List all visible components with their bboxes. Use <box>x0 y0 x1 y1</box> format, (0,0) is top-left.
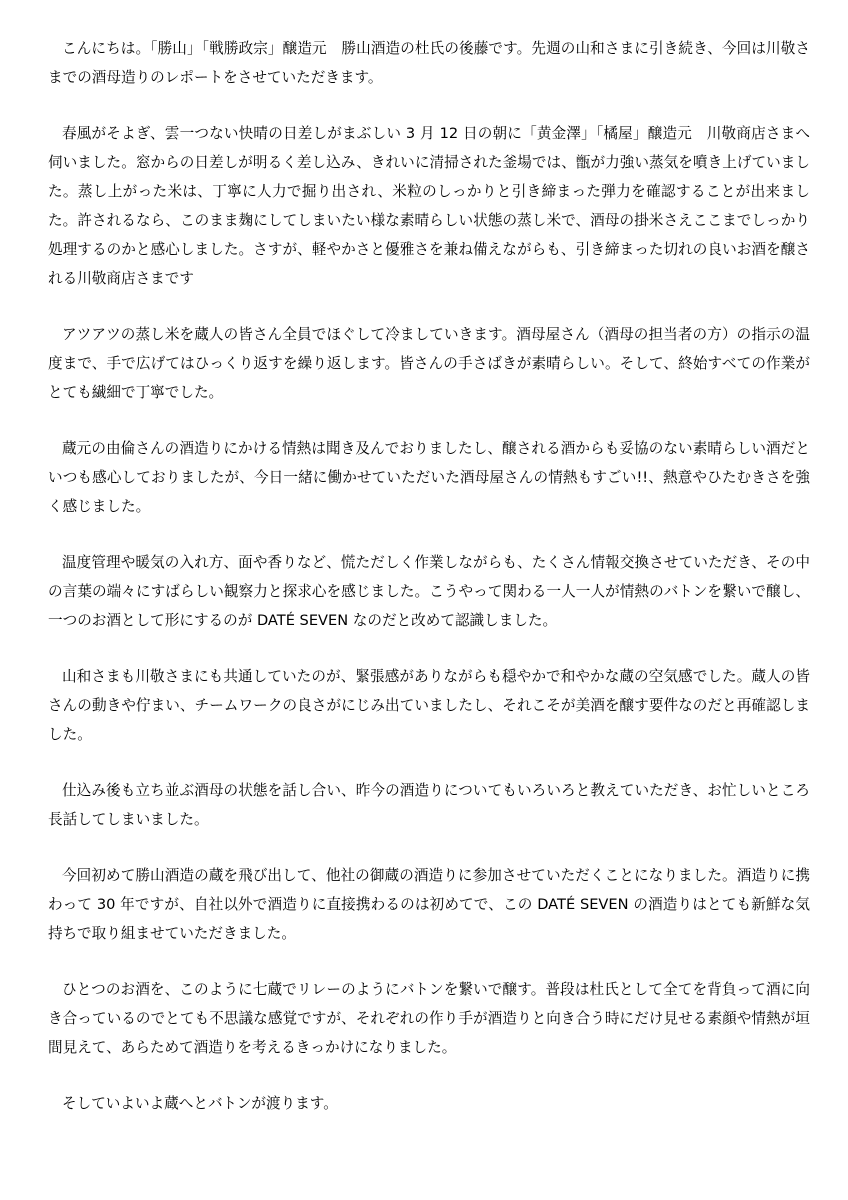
paragraph-greeting: こんにちは。「勝山」「戦勝政宗」醸造元 勝山酒造の杜氏の後藤です。先週の山和さまに引き続き、今回は川敬さまでの酒母造りのレポートをさせていただきます。 <box>48 40 810 86</box>
paragraph-atmosphere: 山和さまも川敬さまにも共通していたのが、緊張感がありながらも穏やかで和やかな蔵の空気感でした。蔵人の皆さんの動きや佇まい、チームワークの良さがにじみ出ていましたし、それこそが美酒を醸す要件なのだと再確認しました。 <box>48 668 810 743</box>
paragraph-first-time: 今回初めて勝山酒造の蔵を飛び出して、他社の御蔵の酒造りに参加させていただくことになりました。酒造りに携わって 30 年ですが、自社以外で酒造りに直接携わるのは初めてで、この DATÉ SEVEN の酒造りはとても新鮮な気持ちで取り組ませていただきました。 <box>48 867 810 942</box>
paragraph-after-brewing: 仕込み後も立ち並ぶ酒母の状態を話し合い、昨今の酒造りについてもいろいろと教えていただき、お忙しいところ長話してしまいました。 <box>48 782 810 828</box>
paragraph-baton: そしていよいよ蔵へとバトンが渡ります。 <box>62 1095 338 1112</box>
paragraph-temperature: 温度管理や暖気の入れ方、面や香りなど、慌ただしく作業しながらも、たくさん情報交換させていただき、その中の言葉の端々にすばらしい観察力と探求心を感じました。こうやって関わる一人一人が情熱のバトンを繋いで醸し、一つのお酒として形にするのが DATÉ SEVEN なのだと改めて認識しました。 <box>48 554 810 629</box>
paragraph-relay: ひとつのお酒を、このように七蔵でリレーのようにバトンを繋いで醸す。普段は杜氏として全てを背負って酒に向き合っているのでとても不思議な感覚ですが、それぞれの作り手が酒造りと向き合う時にだけ見せる素顔や情熱が垣間見えて、あらためて酒造りを考えるきっかけになりました。 <box>48 981 810 1056</box>
paragraph-passion: 蔵元の由倫さんの酒造りにかける情熱は聞き及んでおりましたし、醸される酒からも妥協のない素晴らしい酒だといつも感心しておりましたが、今日一緒に働かせていただいた酒母屋さんの情熱もすごい!!、熱意やひたむきさを強く感じました。 <box>48 440 810 515</box>
paragraph-cooling-rice: アツアツの蒸し米を蔵人の皆さん全員でほぐして冷ましていきます。酒母屋さん（酒母の担当者の方）の指示の温度まで、手で広げてはひっくり返すを繰り返します。皆さんの手さばきが素晴らしい。そして、終始すべての作業がとても繊細で丁寧でした。 <box>48 326 810 401</box>
paragraph-visit: 春風がそよぎ、雲一つない快晴の日差しがまぶしい 3 月 12 日の朝に「黄金澤」「橘屋」醸造元 川敬商店さまへ伺いました。窓からの日差しが明るく差し込み、きれいに清掃された釜場では、甑が力強い蒸気を噴き上げていました。蒸し上がった米は、丁寧に人力で掘り出され、米粒のしっかりと引き締まった弾力を確認することが出来ました。許されるなら、このまま麹にしてしまいたい様な素晴らしい状態の蒸し米で、酒母の掛米さえここまでしっかり処理するのかと感心しました。さすが、軽やかさと優雅さを兼ね備えながらも、引き締まった切れの良いお酒を醸される川敬商店さまです <box>48 125 810 287</box>
